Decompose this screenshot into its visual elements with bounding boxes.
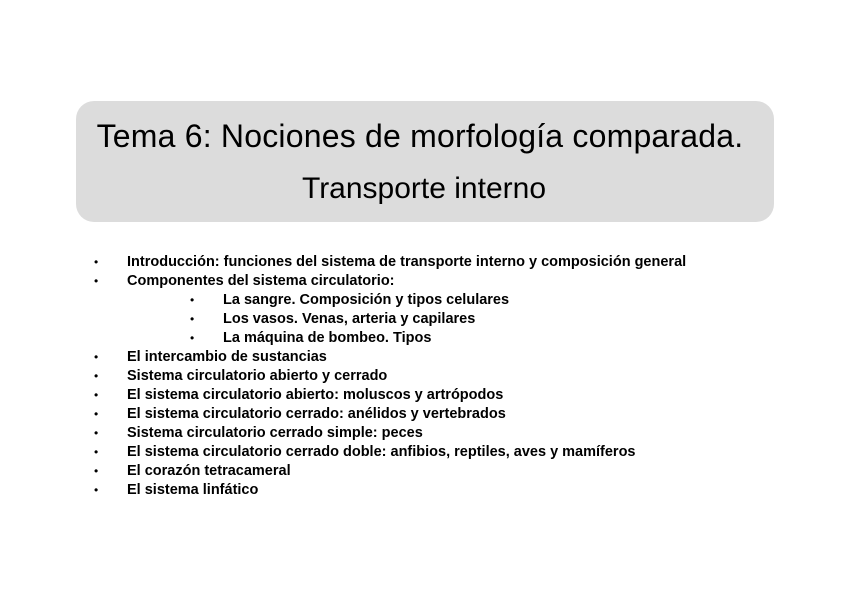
list-item [0,405,848,424]
list-item-text: La máquina de bombeo. Tipos [223,330,432,346]
list-item [0,348,848,367]
list-item-text: Sistema circulatorio abierto y cerrado [127,368,388,384]
slide-title: Tema 6: Nociones de morfología comparada. [96,118,744,154]
list-item-text: Componentes del sistema circulatorio: [127,273,395,289]
bullet-icon: • [94,350,99,364]
bullet-icon: • [94,388,99,402]
list-item [0,386,848,405]
bullet-icon: • [94,369,99,383]
bullet-icon: • [94,274,99,288]
list-item-text: El corazón tetracameral [127,463,291,479]
list-item [0,424,848,443]
bullet-icon: • [190,312,195,326]
bullet-icon: • [190,331,195,345]
sub-list-item [0,291,848,310]
list-item-text: Sistema circulatorio cerrado simple: peces [127,425,423,441]
topic-list [0,253,848,500]
list-item [0,272,848,291]
sub-list-item [0,310,848,329]
bullet-icon: • [190,293,195,307]
bullet-icon: • [94,407,99,421]
list-item-text: Introducción: funciones del sistema de transporte interno y composición general [127,254,687,270]
list-item-text: La sangre. Composición y tipos celulares [223,292,510,308]
list-item [0,367,848,386]
slide-subtitle: Transporte interno [301,172,546,205]
bullet-icon: • [94,464,99,478]
bullet-icon: • [94,445,99,459]
bullet-icon: • [94,426,99,440]
sub-list-item [0,329,848,348]
list-item-text: El sistema circulatorio cerrado doble: anfibios, reptiles, aves y mamíferos [127,444,636,460]
bullet-icon: • [94,483,99,497]
list-item-text: El sistema linfático [127,482,259,498]
list-item [0,481,848,500]
list-item-text: El sistema circulatorio cerrado: anélidos y vertebrados [127,406,506,422]
list-item-text: Los vasos. Venas, arteria y capilares [223,311,476,327]
list-item [0,253,848,272]
bullet-icon: • [94,255,99,269]
list-item [0,443,848,462]
list-item [0,462,848,481]
list-item-text: El sistema circulatorio abierto: moluscos y artrópodos [127,387,504,403]
list-item-text: El intercambio de sustancias [127,349,327,365]
